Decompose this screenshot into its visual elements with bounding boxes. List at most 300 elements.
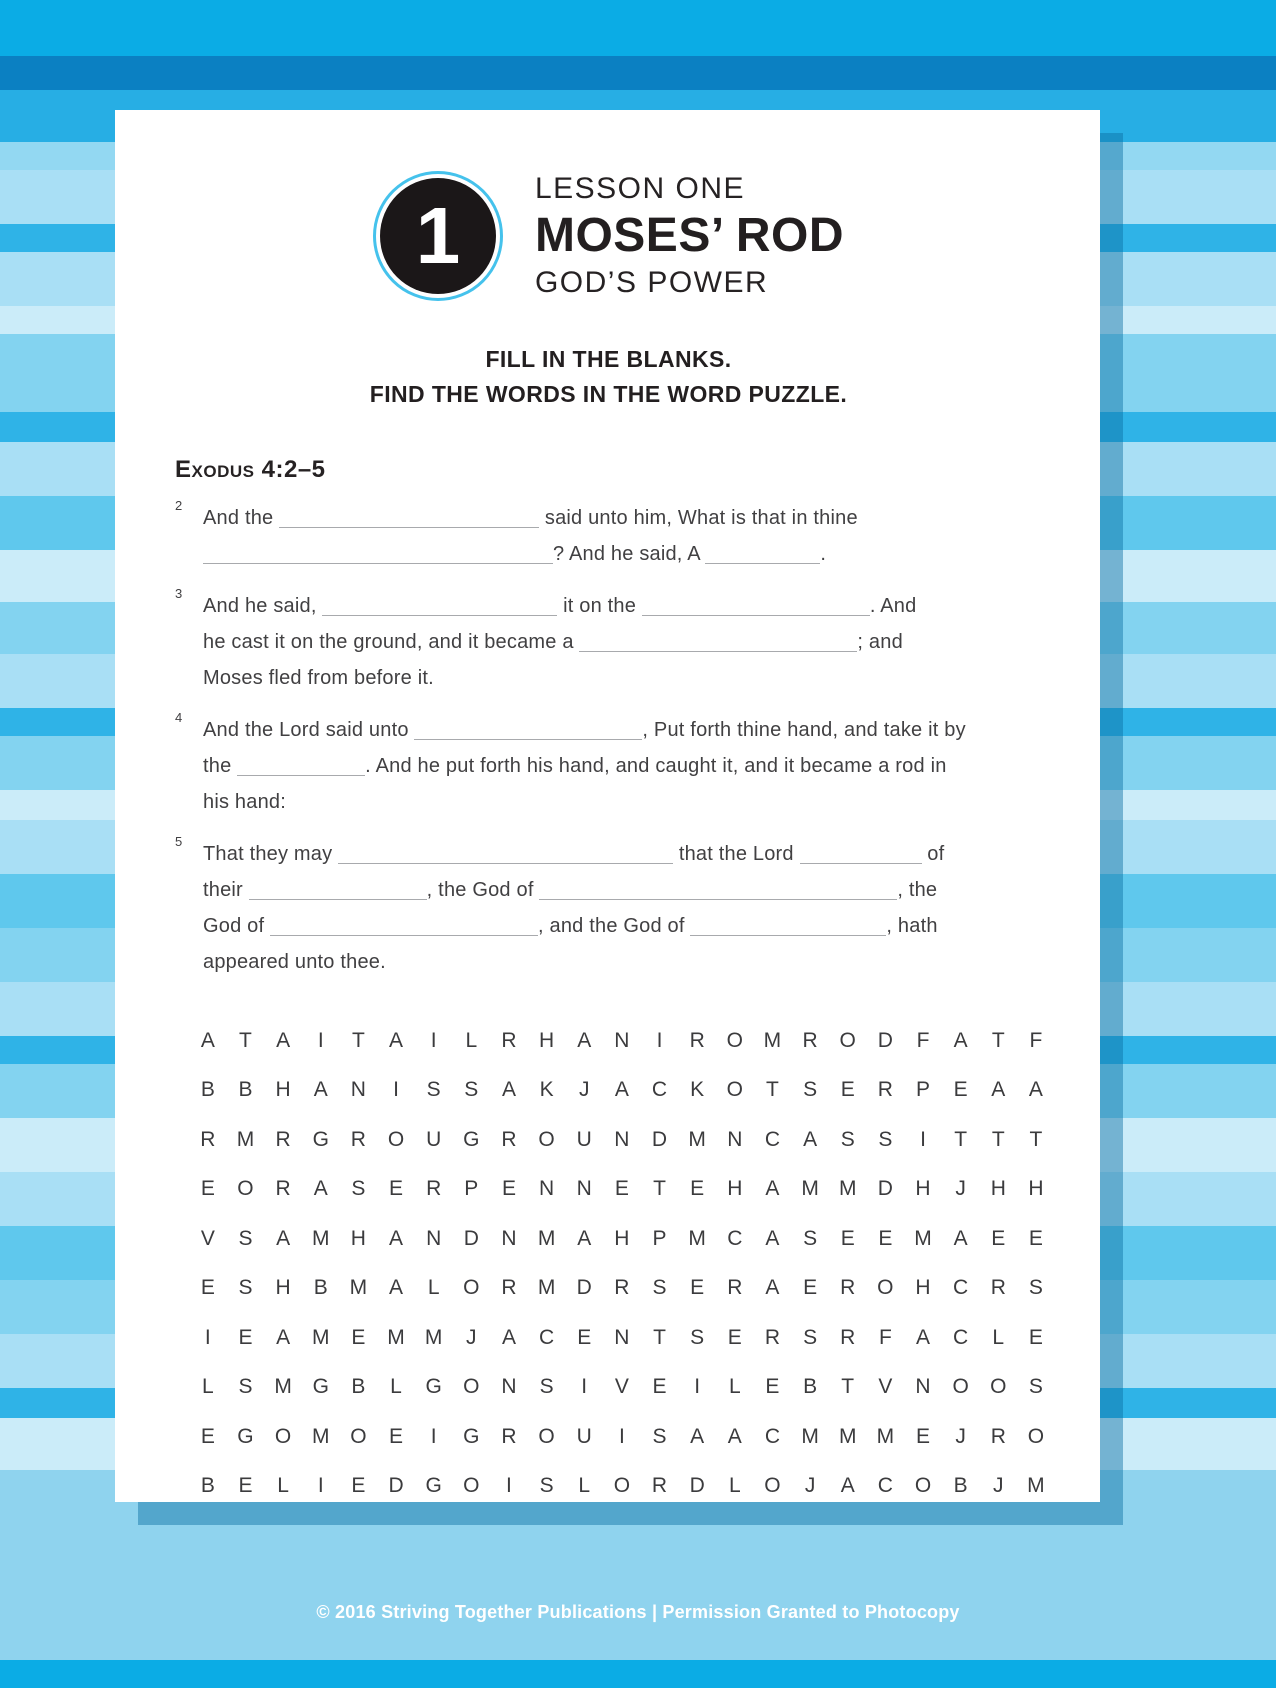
grid-letter: N	[426, 1226, 442, 1250]
verse-text: said unto him, What is that in thine	[539, 507, 858, 529]
grid-letter: I	[430, 1424, 437, 1448]
verse-text: , the God of	[426, 879, 540, 901]
grid-letter: S	[803, 1325, 818, 1349]
grid-letter: S	[238, 1375, 253, 1399]
grid-letter: R	[689, 1028, 705, 1052]
grid-letter: U	[426, 1127, 442, 1151]
grid-letter: B	[238, 1078, 253, 1102]
grid-letter: E	[652, 1375, 667, 1399]
grid-letter: O	[764, 1474, 781, 1498]
word-search-row	[189, 1066, 1055, 1116]
grid-letter: P	[652, 1226, 667, 1250]
grid-letter: M	[763, 1028, 782, 1052]
grid-letter: T	[766, 1078, 779, 1102]
grid-letter: O	[990, 1375, 1007, 1399]
grid-letter: A	[200, 1028, 215, 1052]
grid-letter: O	[463, 1474, 480, 1498]
verse-text: , and the God of	[538, 915, 691, 937]
grid-letter: T	[653, 1325, 666, 1349]
grid-letter: T	[954, 1127, 968, 1151]
grid-letter: A	[991, 1078, 1006, 1102]
grid-letter: S	[426, 1078, 441, 1102]
grid-letter: A	[953, 1226, 968, 1250]
grid-letter: D	[877, 1028, 893, 1052]
grid-letter: E	[389, 1424, 404, 1448]
grid-letter: I	[204, 1325, 211, 1349]
grid-letter: N	[727, 1127, 743, 1151]
grid-letter: D	[689, 1474, 705, 1498]
grid-letter: R	[501, 1028, 517, 1052]
verse-line	[203, 624, 1042, 660]
grid-letter: F	[1029, 1028, 1043, 1052]
grid-letter: E	[389, 1177, 404, 1201]
lesson-header	[175, 166, 1042, 306]
grid-letter: E	[803, 1276, 818, 1300]
lesson-title: MOSES’ ROD	[534, 209, 845, 262]
grid-letter: E	[577, 1325, 592, 1349]
grid-letter: E	[1028, 1325, 1043, 1349]
grid-letter: H	[275, 1078, 291, 1102]
grid-letter: O	[1027, 1424, 1045, 1448]
grid-letter: R	[802, 1028, 818, 1052]
grid-letter: P	[915, 1078, 930, 1102]
verse	[175, 588, 1042, 696]
grid-letter: R	[200, 1127, 216, 1151]
grid-letter: U	[576, 1127, 592, 1151]
grid-letter: H	[990, 1177, 1006, 1201]
verse-line	[203, 536, 1042, 572]
grid-letter: C	[727, 1226, 743, 1250]
grid-letter: M	[688, 1226, 706, 1250]
grid-letter: S	[1028, 1375, 1043, 1399]
verse	[175, 712, 1042, 820]
grid-letter: C	[953, 1325, 969, 1349]
grid-letter: G	[463, 1424, 480, 1448]
grid-letter: O	[463, 1276, 480, 1300]
grid-letter: B	[313, 1276, 328, 1300]
fill-in-blank	[579, 627, 857, 652]
verse-text: Moses fled from before it.	[203, 667, 434, 689]
verse-text: that the Lord	[673, 843, 800, 865]
grid-letter: L	[728, 1474, 741, 1498]
grid-letter: G	[425, 1474, 442, 1498]
grid-letter: R	[990, 1424, 1006, 1448]
lesson-number-badge	[373, 171, 503, 301]
grid-letter: H	[350, 1226, 366, 1250]
fill-in-blank	[338, 839, 673, 864]
grid-letter: A	[953, 1028, 968, 1052]
grid-letter: R	[501, 1276, 517, 1300]
verse-line	[203, 712, 1042, 748]
grid-letter: E	[878, 1226, 893, 1250]
grid-letter: E	[238, 1325, 253, 1349]
verse-text: the	[203, 755, 238, 777]
grid-letter: R	[990, 1276, 1006, 1300]
grid-letter: T	[841, 1375, 855, 1399]
grid-letter: M	[838, 1424, 857, 1448]
grid-letter: R	[501, 1424, 517, 1448]
grid-letter: T	[239, 1028, 252, 1052]
grid-letter: J	[955, 1424, 966, 1448]
grid-letter: V	[878, 1375, 893, 1399]
lesson-number: 1	[380, 178, 496, 294]
grid-letter: N	[350, 1078, 366, 1102]
grid-letter: H	[727, 1177, 743, 1201]
verse-line	[203, 872, 1042, 908]
grid-letter: M	[1027, 1474, 1045, 1498]
grid-letter: I	[393, 1078, 399, 1102]
grid-letter: N	[501, 1226, 517, 1250]
grid-letter: S	[464, 1078, 479, 1102]
grid-letter: I	[581, 1375, 588, 1399]
grid-letter: L	[390, 1375, 402, 1399]
grid-letter: L	[277, 1474, 289, 1498]
grid-letter: L	[728, 1375, 741, 1399]
grid-letter: E	[727, 1325, 742, 1349]
fill-in-blank	[642, 591, 870, 616]
verse	[175, 500, 1042, 572]
grid-letter: D	[576, 1276, 592, 1300]
verse-text: And the Lord said unto	[203, 719, 415, 741]
grid-letter: M	[387, 1325, 405, 1349]
grid-letter: E	[200, 1424, 215, 1448]
fill-in-blank	[249, 875, 427, 900]
footer-copyright: © 2016 Striving Together Publications | Permission Granted to Photocopy	[316, 1602, 960, 1622]
grid-letter: A	[389, 1276, 404, 1300]
grid-letter: R	[764, 1325, 781, 1349]
grid-letter: H	[1028, 1177, 1044, 1201]
fill-in-blank	[270, 911, 538, 936]
grid-letter: O	[613, 1474, 631, 1498]
grid-letter: L	[427, 1276, 440, 1300]
grid-letter: C	[764, 1127, 781, 1151]
grid-letter: O	[463, 1375, 480, 1399]
grid-letter: I	[656, 1028, 663, 1052]
grid-letter: S	[840, 1127, 855, 1151]
grid-letter: H	[539, 1028, 555, 1052]
verse	[175, 836, 1042, 980]
grid-letter: O	[726, 1028, 743, 1052]
grid-letter: R	[275, 1177, 291, 1201]
grid-letter: A	[690, 1424, 705, 1448]
grid-letter: S	[652, 1276, 667, 1300]
grid-letter: S	[238, 1226, 253, 1250]
grid-letter: A	[276, 1325, 291, 1349]
grid-letter: G	[425, 1375, 442, 1399]
verse-text: . And	[869, 595, 917, 617]
verse-text: God of	[203, 915, 270, 937]
grid-letter: A	[313, 1177, 328, 1201]
grid-letter: A	[614, 1078, 629, 1102]
verse-line	[203, 784, 1042, 820]
grid-letter: O	[274, 1424, 292, 1448]
grid-letter: J	[578, 1078, 590, 1102]
grid-letter: C	[539, 1325, 555, 1349]
grid-letter: S	[803, 1226, 818, 1250]
grid-letter: M	[876, 1424, 895, 1448]
fill-in-blank	[279, 503, 539, 528]
grid-letter: N	[501, 1375, 517, 1399]
grid-letter: E	[765, 1375, 780, 1399]
grid-letter: M	[311, 1325, 330, 1349]
fill-in-blank	[203, 539, 553, 564]
word-search-row	[189, 1363, 1055, 1413]
verse-text: appeared unto thee.	[203, 951, 386, 973]
grid-letter: N	[614, 1028, 630, 1052]
grid-letter: R	[651, 1474, 668, 1498]
grid-letter: S	[652, 1424, 667, 1448]
grid-letter: A	[840, 1474, 855, 1498]
grid-letter: O	[237, 1177, 254, 1201]
grid-letter: S	[803, 1078, 818, 1102]
grid-letter: M	[311, 1424, 330, 1448]
grid-letter: N	[539, 1177, 555, 1201]
grid-letter: T	[1029, 1127, 1043, 1151]
grid-letter: B	[351, 1375, 366, 1399]
grid-letter: E	[238, 1474, 253, 1498]
grid-letter: L	[201, 1375, 214, 1399]
verse-text: That they may	[203, 843, 339, 865]
grid-letter: E	[953, 1078, 968, 1102]
verse-number: 4	[175, 710, 183, 725]
grid-letter: E	[200, 1177, 215, 1201]
word-search-row	[189, 1115, 1055, 1165]
grid-letter: M	[274, 1375, 292, 1399]
grid-letter: M	[801, 1177, 819, 1201]
word-search-row	[189, 1462, 1055, 1512]
lesson-label: LESSON ONE	[534, 172, 746, 205]
grid-letter: N	[614, 1325, 630, 1349]
grid-letter: S	[539, 1375, 554, 1399]
fill-in-blank	[705, 539, 820, 564]
grid-letter: A	[915, 1325, 930, 1349]
grid-letter: M	[349, 1276, 368, 1300]
fill-in-blank	[539, 875, 897, 900]
grid-letter: L	[465, 1028, 478, 1052]
grid-letter: J	[804, 1474, 816, 1498]
grid-letter: R	[727, 1276, 743, 1300]
grid-letter: O	[914, 1474, 932, 1498]
grid-letter: E	[351, 1325, 366, 1349]
grid-letter: M	[236, 1127, 255, 1151]
grid-letter: O	[387, 1127, 405, 1151]
grid-letter: A	[765, 1226, 780, 1250]
grid-letter: D	[651, 1127, 668, 1151]
grid-letter: R	[426, 1177, 442, 1201]
grid-letter: P	[464, 1177, 479, 1201]
grid-letter: M	[838, 1177, 857, 1201]
grid-letter: E	[840, 1078, 855, 1102]
grid-letter: C	[877, 1474, 893, 1498]
grid-letter: I	[506, 1474, 512, 1498]
grid-letter: A	[765, 1177, 780, 1201]
grid-letter: T	[991, 1127, 1005, 1151]
fill-in-blank	[690, 911, 886, 936]
verse-number: 5	[175, 834, 183, 849]
grid-letter: G	[463, 1127, 480, 1151]
grid-letter: A	[1028, 1078, 1043, 1102]
grid-letter: A	[313, 1078, 328, 1102]
grid-letter: S	[878, 1127, 893, 1151]
grid-letter: A	[727, 1424, 742, 1448]
grid-letter: N	[614, 1127, 630, 1151]
grid-letter: R	[840, 1325, 856, 1349]
grid-letter: R	[877, 1078, 893, 1102]
verse-line	[203, 908, 1042, 944]
grid-letter: B	[803, 1375, 818, 1399]
grid-letter: M	[914, 1226, 932, 1250]
grid-letter: M	[424, 1325, 443, 1349]
grid-letter: I	[430, 1028, 437, 1052]
verse-text: ? And he said, A	[553, 543, 706, 565]
grid-letter: T	[991, 1028, 1005, 1052]
grid-letter: A	[389, 1028, 404, 1052]
grid-letter: O	[877, 1276, 894, 1300]
verse-text: he cast it on the ground, and it became a	[203, 631, 580, 653]
fill-in-blank	[800, 839, 922, 864]
fill-in-blank	[322, 591, 557, 616]
grid-letter: O	[726, 1078, 743, 1102]
grid-letter: I	[317, 1474, 324, 1498]
word-search-row	[189, 1313, 1055, 1363]
grid-letter: E	[690, 1177, 705, 1201]
grid-letter: A	[389, 1226, 404, 1250]
grid-letter: I	[694, 1375, 701, 1399]
word-search-row	[189, 1412, 1055, 1462]
verse-line	[203, 748, 1042, 784]
grid-letter: T	[351, 1028, 365, 1052]
grid-letter: A	[803, 1127, 818, 1151]
grid-letter: O	[538, 1127, 555, 1151]
grid-letter: O	[538, 1424, 555, 1448]
grid-letter: S	[1028, 1276, 1043, 1300]
grid-letter: V	[200, 1226, 215, 1250]
verse-text: And he said,	[203, 595, 323, 617]
verse-text: ; and	[857, 631, 903, 653]
word-search-row	[189, 1214, 1055, 1264]
grid-letter: L	[578, 1474, 591, 1498]
grid-letter: B	[200, 1078, 215, 1102]
grid-letter: E	[840, 1226, 855, 1250]
grid-letter: G	[312, 1127, 329, 1151]
grid-letter: E	[614, 1177, 629, 1201]
grid-letter: U	[576, 1424, 592, 1448]
verse-text: his hand:	[203, 791, 286, 813]
verse-text: And the	[203, 507, 280, 529]
grid-letter: E	[991, 1226, 1006, 1250]
grid-letter: S	[690, 1325, 705, 1349]
instructions	[175, 342, 1042, 412]
verse-text: , hath	[886, 915, 938, 937]
grid-letter: I	[920, 1127, 926, 1151]
verse-line	[203, 660, 1042, 696]
grid-letter: M	[688, 1127, 706, 1151]
verse-line	[203, 836, 1042, 872]
grid-letter: D	[388, 1474, 404, 1498]
grid-letter: A	[577, 1226, 592, 1250]
verse-text: , Put forth thine hand, and take it by	[642, 719, 966, 741]
grid-letter: K	[539, 1078, 554, 1102]
verse-number: 2	[175, 498, 183, 513]
grid-letter: O	[350, 1424, 367, 1448]
grid-letter: F	[916, 1028, 930, 1052]
grid-letter: J	[466, 1325, 477, 1349]
verse-line	[203, 500, 1042, 536]
fill-in-blank	[414, 715, 642, 740]
grid-letter: G	[237, 1424, 254, 1448]
grid-letter: J	[955, 1177, 966, 1201]
grid-letter: H	[915, 1276, 931, 1300]
grid-letter: S	[539, 1474, 554, 1498]
grid-letter: D	[463, 1226, 479, 1250]
grid-letter: H	[275, 1276, 291, 1300]
verse-text: , the	[897, 879, 938, 901]
verse-text: .	[820, 543, 827, 565]
verse-line	[203, 944, 1042, 980]
fill-in-blank	[237, 751, 365, 776]
instructions-line-1: FILL IN THE BLANKS.	[485, 346, 732, 372]
grid-letter: M	[537, 1226, 556, 1250]
word-search-row	[189, 1016, 1055, 1066]
grid-letter: S	[351, 1177, 366, 1201]
grid-letter: R	[614, 1276, 630, 1300]
verse-list	[175, 500, 1042, 980]
word-search-row	[189, 1165, 1055, 1215]
grid-letter: E	[200, 1276, 215, 1300]
verse-text: their	[203, 879, 249, 901]
grid-letter: M	[801, 1424, 819, 1448]
grid-letter: M	[311, 1226, 330, 1250]
grid-letter: M	[537, 1276, 556, 1300]
word-search-row	[189, 1264, 1055, 1314]
instructions-line-2: FIND THE WORDS IN THE WORD PUZZLE.	[369, 381, 848, 407]
grid-letter: B	[200, 1474, 215, 1498]
grid-letter: R	[501, 1127, 517, 1151]
grid-letter: V	[614, 1375, 629, 1399]
grid-letter: E	[690, 1276, 705, 1300]
grid-letter: O	[952, 1375, 969, 1399]
grid-letter: F	[878, 1325, 892, 1349]
grid-letter: K	[690, 1078, 705, 1102]
grid-letter: A	[276, 1028, 291, 1052]
verse-text: . And he put forth his hand, and caught it, and it became a rod in	[365, 755, 947, 777]
grid-letter: R	[350, 1127, 366, 1151]
grid-letter: N	[576, 1177, 592, 1201]
grid-letter: E	[351, 1474, 366, 1498]
verse-text: of	[921, 843, 945, 865]
verse-text: it on the	[557, 595, 642, 617]
grid-letter: S	[238, 1276, 253, 1300]
grid-letter: E	[501, 1177, 516, 1201]
grid-letter: I	[618, 1424, 625, 1448]
grid-letter: T	[653, 1177, 666, 1201]
grid-letter: C	[764, 1424, 781, 1448]
grid-letter: A	[765, 1276, 780, 1300]
word-search-grid	[189, 1016, 1055, 1511]
grid-letter: C	[651, 1078, 668, 1102]
grid-letter: D	[877, 1177, 893, 1201]
grid-letter: A	[501, 1078, 516, 1102]
grid-letter: R	[840, 1276, 856, 1300]
grid-letter: A	[577, 1028, 592, 1052]
grid-letter: O	[839, 1028, 856, 1052]
grid-letter: H	[614, 1226, 630, 1250]
grid-letter: E	[1028, 1226, 1043, 1250]
verse-line	[203, 588, 1042, 624]
grid-letter: J	[993, 1474, 1004, 1498]
lesson-titles	[535, 172, 844, 300]
grid-letter: A	[501, 1325, 516, 1349]
